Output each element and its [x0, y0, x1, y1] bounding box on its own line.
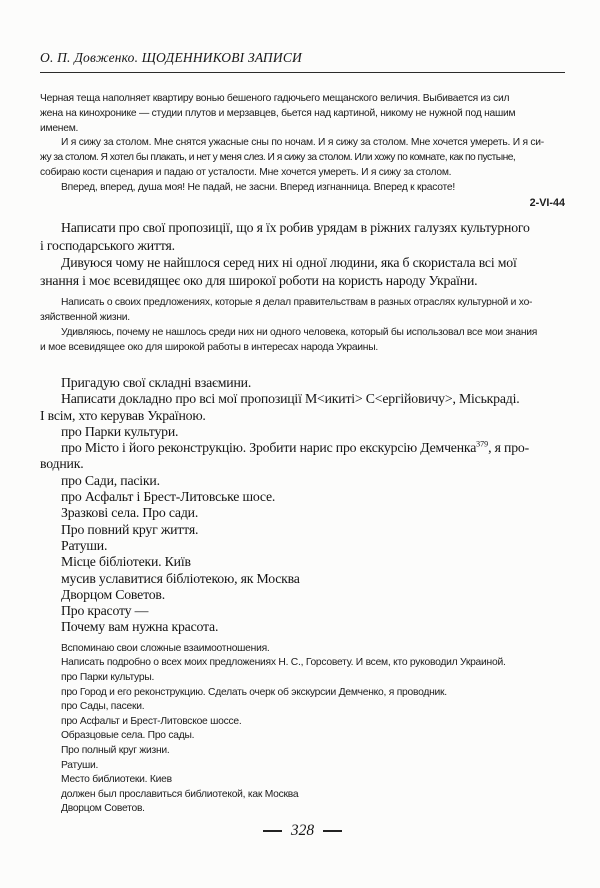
text-line: про Парки культуры.: [61, 671, 155, 683]
text-line: зяйственной жизни.: [40, 312, 130, 323]
text-line: жена на кинохронике — студии плутов и мерзавцев, бьется над картиной, никому не нужной под нашим: [40, 107, 516, 119]
text-line: Написати про свої пропозиції, що я їх робив урядам в ріжних галузях культурного: [61, 220, 530, 236]
text-line: Дворцом Советов.: [61, 803, 145, 815]
text-line: Дворцом Советов.: [61, 586, 165, 602]
text-line: Написать о своих предложениях, которые я делал правительствам в разных отраслях культурной и хо-: [61, 297, 533, 308]
text-line: должен был прославиться библиотекой, как Москва: [61, 788, 299, 800]
footer-dash-right: [323, 830, 342, 832]
text-line: собираю кости сценария и падаю от усталости. Мне хочется умереть. И я сижу за столом.: [40, 166, 452, 178]
page-footer: [40, 822, 565, 840]
text-line: Пригадую свої складні взаємини.: [61, 375, 252, 390]
text-line: Про красоту —: [61, 603, 149, 619]
text-line: Образцовые села. Про сады.: [61, 730, 195, 742]
text-line: именем.: [40, 122, 79, 134]
text-line: про Сади, пасіки.: [61, 472, 160, 488]
text-line: Вперед, вперед, душа моя! Не падай, не засни. Вперед изгнанница. Вперед к красоте!: [61, 181, 455, 193]
text-line: И я сижу за столом. Мне снятся ужасные сны по ночам. И я сижу за столом. Мне хочется умереть. И я си-: [61, 137, 544, 149]
diary-entry-russian-block: [40, 92, 565, 210]
diary-proposals-ukrainian-block: [40, 375, 565, 636]
text-line: Почему вам нужна красота.: [61, 619, 219, 635]
text-line: Написати докладно про всі мої пропозиції М<икиті> С<ергійовичу>, Міськраді.: [61, 391, 520, 407]
text-line: водник.: [40, 456, 84, 472]
diary-entry-ukrainian-block: [40, 219, 565, 289]
page-number: 328: [290, 821, 315, 839]
text-line: знання і моє всевидящеє око для широкої роботи на користь народу України.: [40, 272, 478, 288]
text-segment: про Місто і його реконструкцію. Зробити нарис про екскурсію Демченка: [61, 440, 477, 456]
text-line: жу за столом. Я хотел бы плакать, и нет у меня слез. И я сижу за столом. Или хожу по комнате, как по пустыне,: [40, 152, 516, 164]
text-line: Ратуши.: [61, 759, 99, 771]
text-line: про Город и его реконструкцию. Сделать очерк об экскурсии Демченко, я проводник.: [61, 686, 447, 698]
entry-date: 2-VI-44: [529, 196, 565, 209]
text-line: Черная теща наполняет квартиру вонью бешеного гадючьего мещанского величия. Выбивается из сил: [40, 93, 510, 104]
text-line: Место библиотеки. Киев: [61, 774, 172, 786]
text-line: про Асфальт и Брест-Литовское шоссе.: [61, 715, 242, 727]
text-line: про Парки культури.: [61, 423, 179, 439]
text-line: Про полный круг жизни.: [61, 744, 170, 756]
text-line: про Асфальт і Брест-Литовське шосе.: [61, 489, 276, 505]
running-header: О. П. Довженко. ЩОДЕННИКОВІ ЗАПИСИ: [40, 50, 565, 73]
russian-translation-list-block: [40, 642, 565, 817]
text-line: Місце бібліотеки. Київ: [61, 554, 191, 570]
text-line: Дивуюся чому не найшлося серед них ні одної людини, яка б скористала всі мої: [61, 255, 517, 271]
text-line: І всім, хто керував Україною.: [40, 407, 206, 423]
text-line: Вспоминаю свои сложные взаимоотношения.: [61, 642, 270, 654]
footnote-marker: 379: [476, 439, 489, 449]
text-segment: , я про-: [488, 440, 530, 456]
text-line: Ратуши.: [61, 537, 108, 553]
text-line: Зразкові села. Про сади.: [61, 505, 199, 521]
text-line: и мое всевидящее око для широкой работы в интересах народа Украины.: [40, 342, 379, 353]
text-line-with-footnote: [40, 440, 565, 456]
text-line: мусив уславитися бібліотекою, як Москва: [61, 570, 300, 586]
footer-dash-left: [263, 830, 282, 832]
text-line: і господарського життя.: [40, 237, 175, 253]
text-line: Написать подробно о всех моих предложениях Н. С., Горсовету. И всем, кто руководил Украиной.: [61, 657, 506, 669]
text-line: Удивляюсь, почему не нашлось среди них ни одного человека, который бы использовал все мои знания: [61, 327, 538, 338]
text-line: Про повний круг життя.: [61, 521, 199, 537]
russian-translation-block: [40, 295, 565, 355]
text-line: про Сады, пасеки.: [61, 701, 145, 713]
